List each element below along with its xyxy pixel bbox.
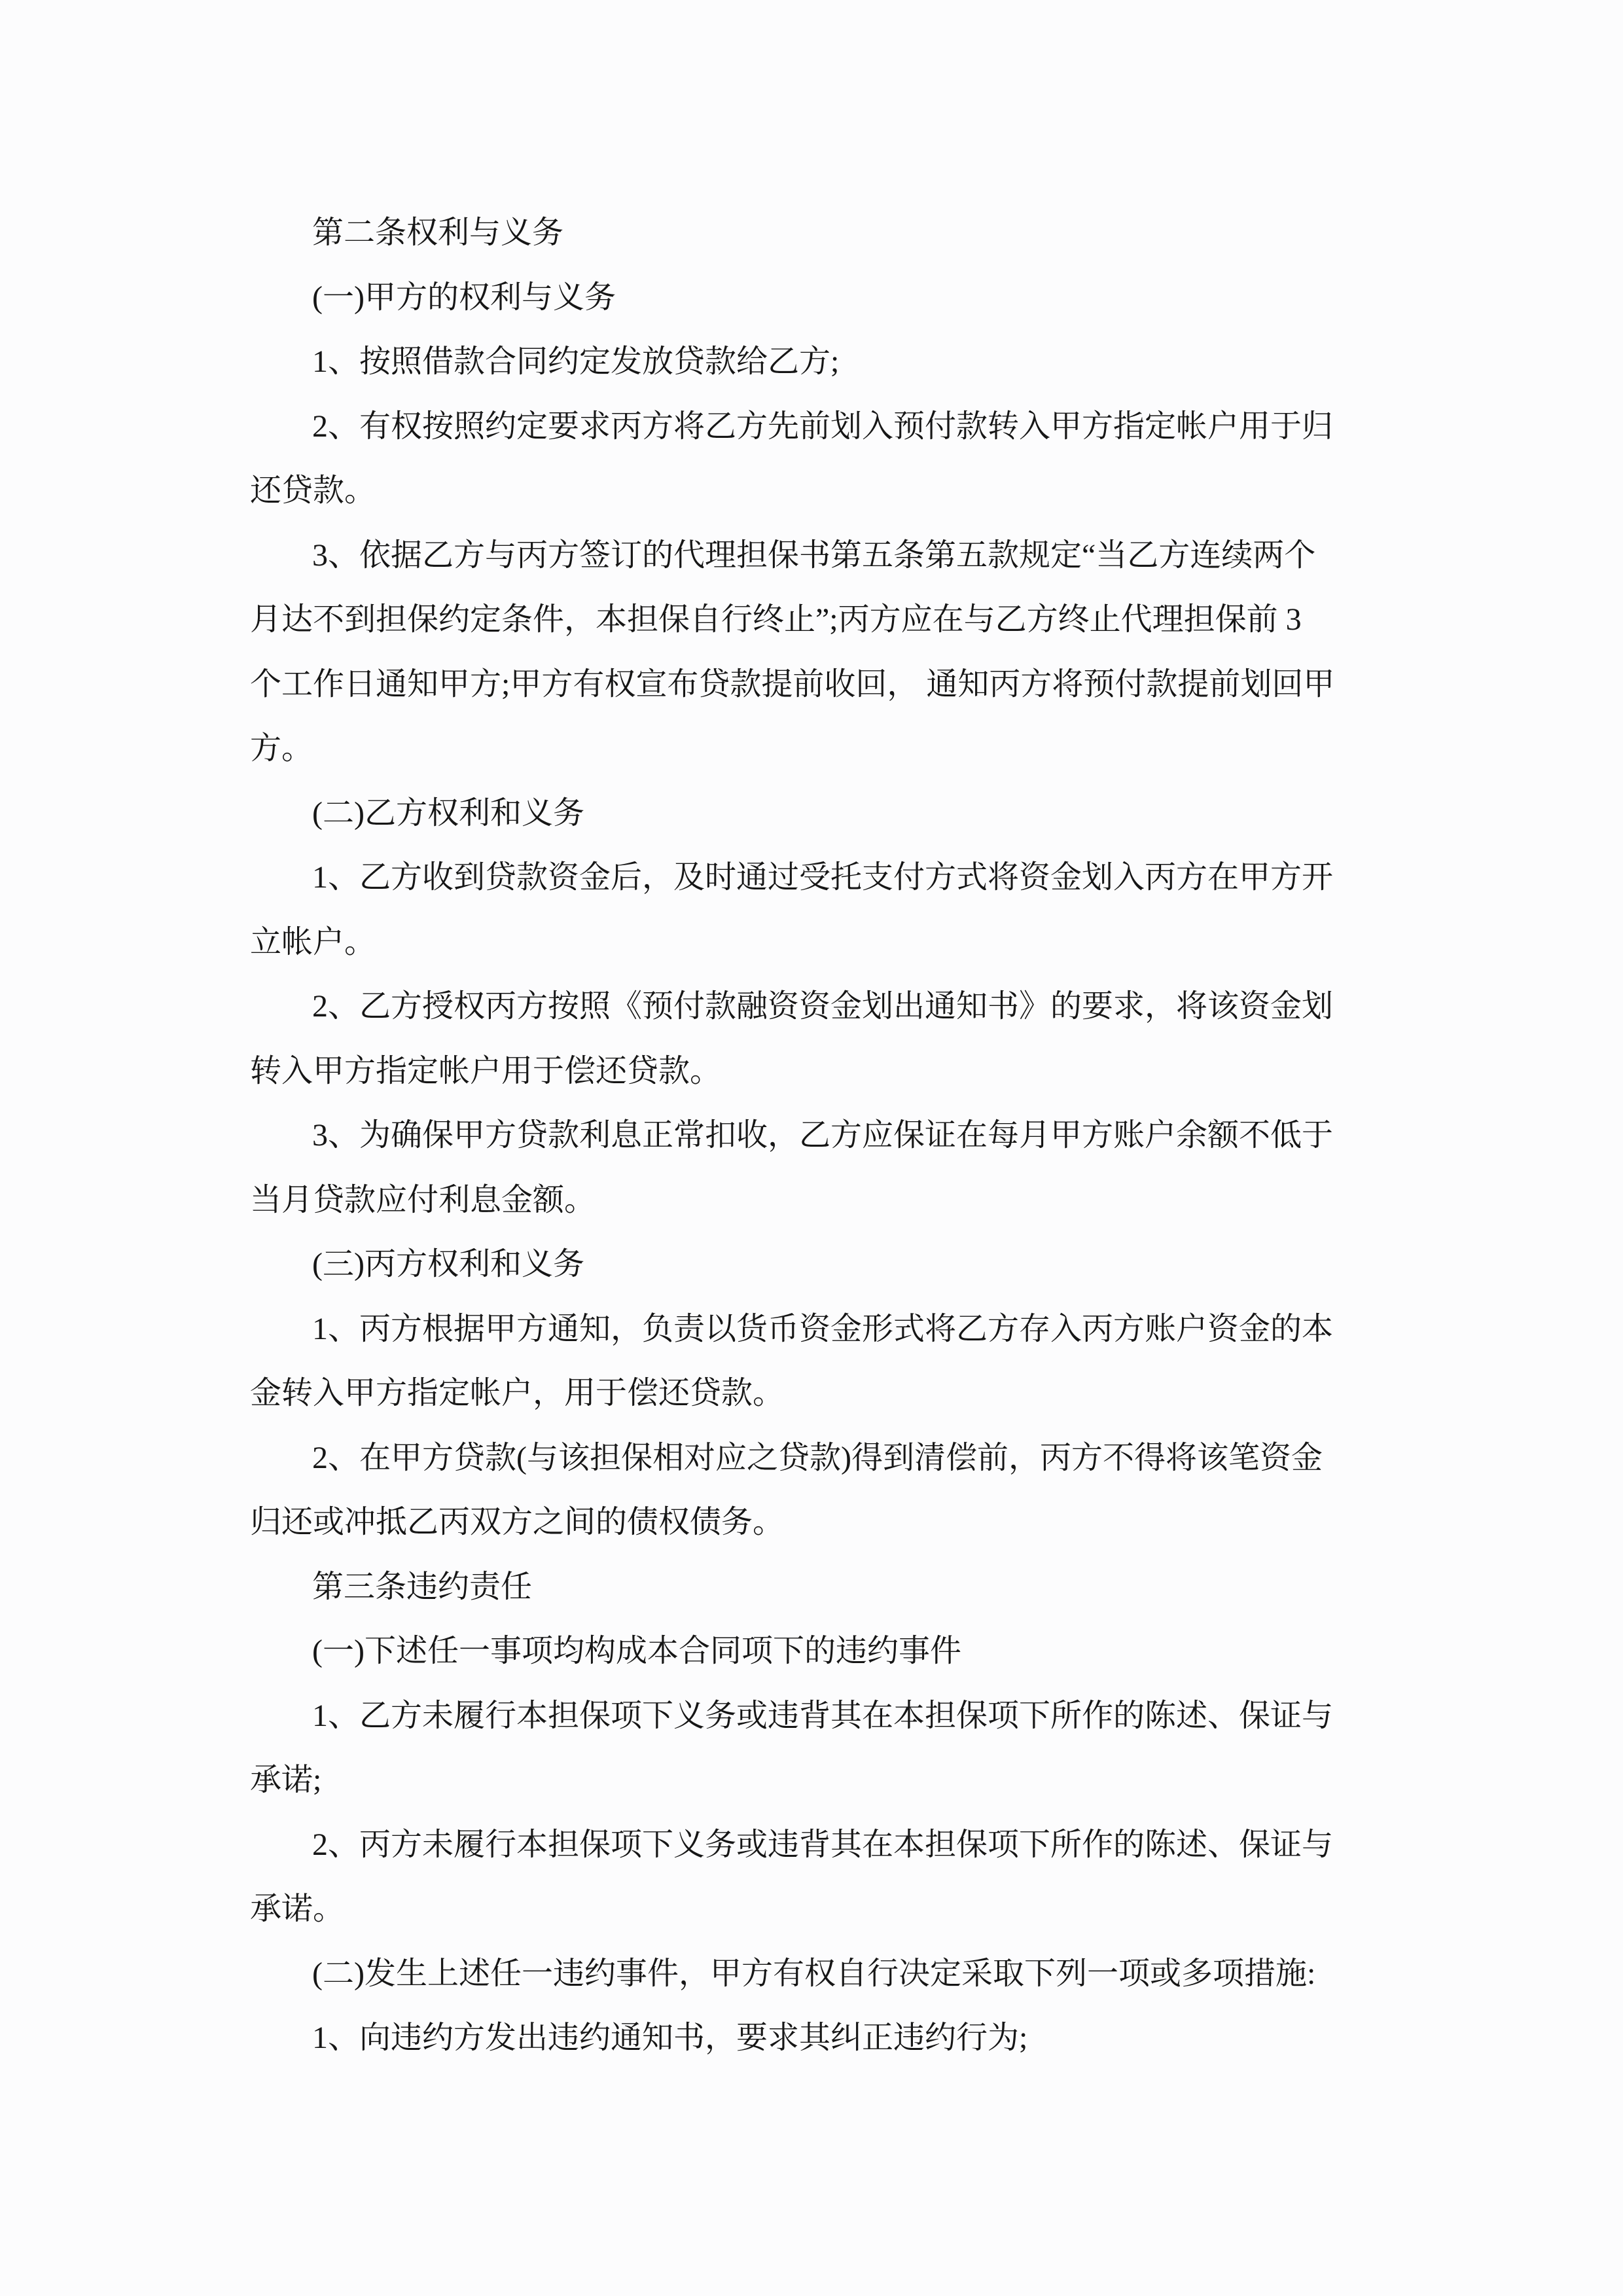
text-line: 3、为确保甲方贷款利息正常扣收，乙方应保证在每月甲方账户余额不低于 (312, 1118, 1334, 1153)
text-line: 2、乙方授权丙方按照《预付款融资资金划出通知书》的要求，将该资金划 (312, 989, 1334, 1024)
text-line: 第三条违约责任 (312, 1569, 533, 1604)
text-line: 2、在甲方贷款(与该担保相对应之贷款)得到清偿前，丙方不得将该笔资金 (312, 1440, 1323, 1475)
text-line: 2、有权按照约定要求丙方将乙方先前划入预付款转入甲方指定帐户用于归 (312, 408, 1334, 444)
text-line: (三)丙方权利和义务 (312, 1247, 584, 1282)
text-line: 承诺; (250, 1763, 322, 1797)
text-line: 归还或冲抵乙丙双方之间的债权债务。 (250, 1505, 785, 1539)
text-line: 3、依据乙方与丙方签订的代理担保书第五条第五款规定“当乙方连续两个 (312, 537, 1316, 573)
text-line: (一)甲方的权利与义务 (312, 279, 616, 315)
text-line: 1、丙方根据甲方通知，负责以货币资金形式将乙方存入丙方账户资金的本 (312, 1311, 1334, 1346)
text-line: 当月贷款应付利息金额。 (250, 1182, 596, 1217)
text-line: 承诺。 (250, 1892, 345, 1926)
text-line: 个工作日通知甲方;甲方有权宣布贷款提前收回， 通知丙方将预付款提前划回甲 (250, 666, 1335, 702)
document-text-block (250, 201, 1408, 2071)
text-line: 第二条权利与义务 (312, 215, 564, 250)
text-line: 方。 (250, 731, 313, 766)
text-line: 月达不到担保约定条件，本担保自行终止”;丙方应在与乙方终止代理担保前 3 (250, 602, 1302, 637)
text-line: 1、向违约方发出违约通知书，要求其纠正违约行为; (312, 2020, 1028, 2055)
text-line: 1、乙方收到贷款资金后，及时通过受托支付方式将资金划入丙方在甲方开 (312, 860, 1334, 895)
text-line: 立帐户。 (250, 924, 376, 960)
text-line: (一)下述任一事项均构成本合同项下的违约事件 (312, 1634, 961, 1668)
text-line: 2、丙方未履行本担保项下义务或违背其在本担保项下所作的陈述、保证与 (312, 1827, 1334, 1862)
text-line: 金转入甲方指定帐户，用于偿还贷款。 (250, 1376, 785, 1410)
text-line: (二)乙方权利和义务 (312, 795, 584, 831)
text-line: 1、乙方未履行本担保项下义务或违背其在本担保项下所作的陈述、保证与 (312, 1698, 1334, 1733)
text-line: 转入甲方指定帐户用于偿还贷款。 (250, 1053, 722, 1088)
text-line: 还贷款。 (250, 473, 376, 508)
text-line: (二)发生上述任一违约事件，甲方有权自行决定采取下列一项或多项措施: (312, 1956, 1316, 1991)
text-line: 1、按照借款合同约定发放贷款给乙方; (312, 344, 840, 379)
